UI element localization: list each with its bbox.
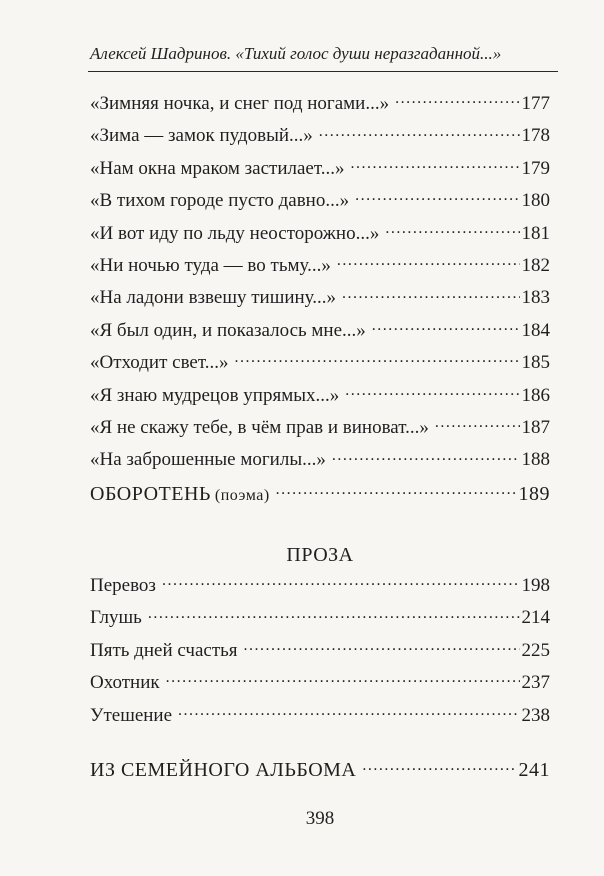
toc-entry-title: «Я был один, и показалось мне...» (90, 319, 366, 341)
poem-section-entry (90, 480, 550, 512)
toc-entry (90, 446, 550, 478)
dot-leader (332, 446, 520, 465)
toc-entry-page: 237 (521, 672, 550, 694)
toc-entry-page: 188 (521, 449, 550, 471)
toc-entry-page: 182 (521, 254, 550, 276)
toc-entry-page: 181 (521, 222, 550, 244)
toc-entry-subtitle: (поэма) (214, 487, 270, 504)
dot-leader (342, 284, 519, 303)
toc-entry (90, 637, 550, 669)
toc-entry-page: 177 (521, 93, 550, 114)
toc-entry (90, 702, 550, 734)
dot-leader (350, 155, 519, 174)
toc-entry (90, 572, 550, 604)
toc-entry-title: «В тихом городе пусто давно...» (90, 190, 350, 212)
toc-entry (90, 187, 550, 219)
toc-entry (90, 414, 550, 446)
toc-entry-title: «Я не скажу тебе, в чём прав и виноват...» (90, 416, 429, 438)
toc-entry-title: «Ни ночью туда — во тьму...» (90, 254, 331, 276)
dot-leader (235, 349, 520, 368)
toc-entry (90, 756, 550, 788)
dot-leader (337, 252, 520, 271)
toc-entry (90, 284, 550, 316)
toc-entry (90, 317, 550, 349)
running-head: Алексей Шадринов. «Тихий голос души неразгаданной...» (90, 44, 502, 63)
toc-entry-title: «На заброшенные могилы...» (90, 449, 326, 471)
dot-leader (319, 122, 520, 141)
toc-entry (90, 252, 550, 284)
toc-entry (90, 220, 550, 252)
dot-leader (372, 317, 520, 336)
dot-leader (148, 604, 520, 623)
dot-leader (355, 187, 519, 206)
header-rule (88, 71, 558, 72)
toc-entry-title: «И вот иду по льду неосторожно...» (90, 222, 380, 244)
album-section-entry (90, 756, 550, 788)
toc-entry-page: 186 (521, 384, 550, 406)
toc-entry (90, 480, 550, 512)
dot-leader (362, 756, 516, 776)
toc-entry-title: Перевоз (90, 575, 156, 596)
toc-entry-page: 187 (521, 416, 550, 438)
toc-entry-page: 179 (521, 157, 550, 179)
dot-leader (178, 702, 519, 721)
toc-entry-title: «Отходит свет...» (90, 352, 229, 374)
toc-entry-title: ОБОРОТЕНЬ (90, 483, 211, 505)
dot-leader (435, 414, 520, 433)
toc-entry-page: 189 (518, 483, 550, 505)
poems-list (90, 90, 550, 479)
toc-entry (90, 155, 550, 187)
toc-entry-title: ИЗ СЕМЕЙНОГО АЛЬБОМА (90, 759, 357, 781)
toc-entry-page: 183 (521, 287, 550, 309)
dot-leader (162, 572, 520, 591)
toc-entry-title: «Я знаю мудрецов упрямых...» (90, 384, 340, 406)
toc-entry-page: 180 (521, 190, 550, 212)
toc-entry-title: Глушь (90, 607, 142, 629)
toc-entry-page: 241 (518, 759, 550, 781)
toc-entry-page: 198 (521, 575, 550, 596)
toc-entry-page: 214 (521, 607, 550, 629)
toc-entry-page: 238 (521, 704, 550, 726)
toc-entry (90, 604, 550, 636)
toc-entry (90, 382, 550, 414)
dot-leader (276, 480, 517, 500)
toc-entry (90, 669, 550, 701)
toc-entry-page: 185 (521, 352, 550, 374)
dot-leader (244, 637, 520, 656)
toc-entry (90, 122, 550, 154)
dot-leader (395, 90, 519, 109)
dot-leader (385, 220, 519, 239)
toc-entry-title: «Зимняя ночка, и снег под ногами...» (90, 93, 390, 114)
dot-leader (345, 382, 519, 401)
toc-entry-page: 178 (521, 125, 550, 147)
toc-entry-title: «Зима — замок пудовый...» (90, 125, 313, 147)
prose-list (90, 572, 550, 734)
page-number: 398 (305, 808, 335, 829)
toc-entry-title: «Нам окна мраком застилает...» (90, 157, 345, 179)
toc-entry (90, 90, 550, 122)
toc-entry-title: Утешение (90, 704, 173, 726)
toc-entry-title: Пять дней счастья (90, 639, 238, 661)
prose-heading: ПРОЗА (286, 544, 354, 566)
toc-entry-title: Охотник (90, 672, 160, 694)
toc-entry (90, 349, 550, 381)
toc-entry-page: 184 (521, 319, 550, 341)
dot-leader (166, 669, 520, 688)
toc-entry-page: 225 (521, 639, 550, 661)
toc-entry-title: «На ладони взвешу тишину...» (90, 287, 337, 309)
